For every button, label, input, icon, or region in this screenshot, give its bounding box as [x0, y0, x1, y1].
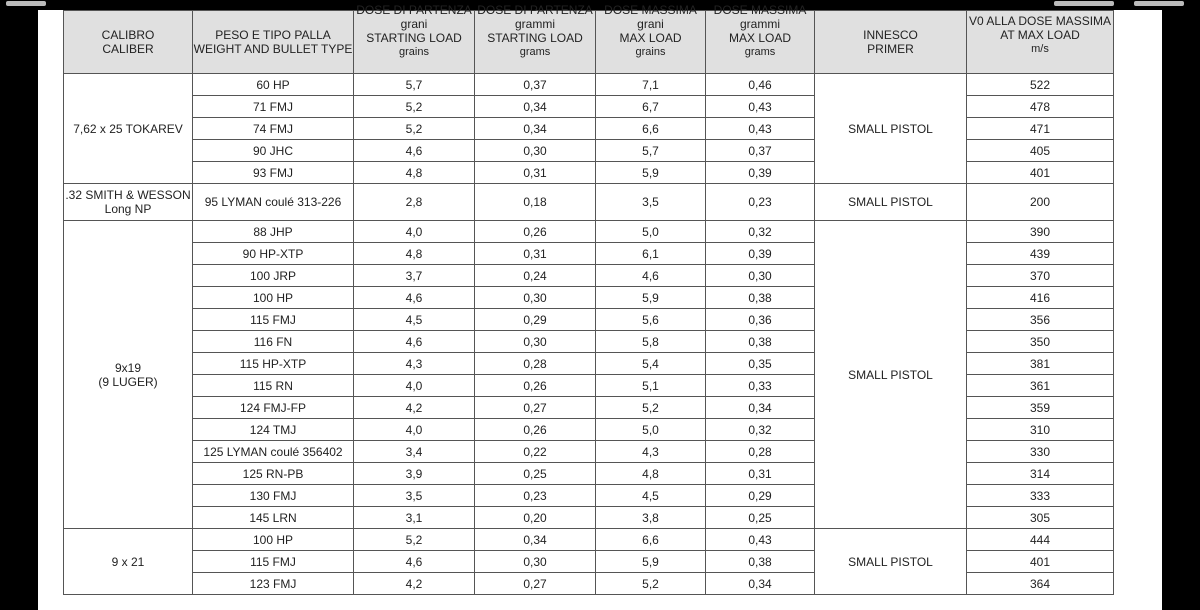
start-grams-cell: 0,24 — [475, 265, 596, 287]
header-start-grams — [475, 3, 596, 74]
table-row — [64, 221, 1114, 243]
velocity-cell: 370 — [967, 265, 1114, 287]
max-grams-cell: 0,30 — [706, 265, 815, 287]
start-grains-cell: 5,2 — [354, 118, 475, 140]
start-grains-cell: 4,8 — [354, 243, 475, 265]
velocity-cell: 522 — [967, 74, 1114, 96]
status-clock-glyph — [6, 1, 46, 6]
start-grams-cell: 0,31 — [475, 162, 596, 184]
caliber-cell — [64, 221, 193, 529]
max-grams-cell: 0,23 — [706, 184, 815, 221]
start-grams-cell: 0,34 — [475, 529, 596, 551]
velocity-cell: 200 — [967, 184, 1114, 221]
max-grams-cell: 0,39 — [706, 162, 815, 184]
table-row — [64, 74, 1114, 96]
header-line: grammi — [514, 17, 555, 31]
bullet-cell: 115 FMJ — [193, 551, 354, 573]
status-bar-left — [6, 0, 66, 8]
max-grams-cell: 0,34 — [706, 573, 815, 595]
header-start-grains — [354, 3, 475, 74]
header-line: grams — [744, 46, 776, 58]
bullet-cell: 124 TMJ — [193, 419, 354, 441]
start-grains-cell: 5,7 — [354, 74, 475, 96]
max-grains-cell: 5,6 — [596, 309, 706, 331]
start-grams-cell: 0,34 — [475, 96, 596, 118]
start-grains-cell: 5,2 — [354, 529, 475, 551]
max-grains-cell: 5,9 — [596, 551, 706, 573]
start-grams-cell: 0,29 — [475, 309, 596, 331]
start-grams-cell: 0,23 — [475, 485, 596, 507]
bullet-cell: 88 JHP — [193, 221, 354, 243]
max-grams-cell: 0,37 — [706, 140, 815, 162]
max-grains-cell: 6,6 — [596, 118, 706, 140]
bullet-cell: 125 RN-PB — [193, 463, 354, 485]
bullet-cell: 95 LYMAN coulé 313-226 — [193, 184, 354, 221]
header-bullet — [193, 11, 354, 74]
velocity-cell: 356 — [967, 309, 1114, 331]
caliber-label: (9 LUGER) — [98, 374, 158, 389]
max-grains-cell: 4,8 — [596, 463, 706, 485]
caliber-cell — [64, 74, 193, 184]
header-line: DOSE DI PARTENZA — [477, 3, 593, 17]
caliber-cell — [64, 529, 193, 595]
velocity-cell: 350 — [967, 331, 1114, 353]
bullet-cell: 93 FMJ — [193, 162, 354, 184]
bullet-cell: 74 FMJ — [193, 118, 354, 140]
max-grams-cell: 0,35 — [706, 353, 815, 375]
max-grams-cell: 0,32 — [706, 221, 815, 243]
header-primer-line: PRIMER — [867, 42, 914, 56]
start-grains-cell: 2,8 — [354, 184, 475, 221]
bullet-cell: 123 FMJ — [193, 573, 354, 595]
status-signal-glyph — [1054, 1, 1114, 6]
start-grams-cell: 0,26 — [475, 221, 596, 243]
header-line: grani — [637, 17, 664, 31]
start-grains-cell: 4,5 — [354, 309, 475, 331]
status-bar-right — [1044, 0, 1194, 8]
max-grams-cell: 0,43 — [706, 96, 815, 118]
start-grains-cell: 4,0 — [354, 375, 475, 397]
start-grams-cell: 0,18 — [475, 184, 596, 221]
start-grains-cell: 4,2 — [354, 397, 475, 419]
start-grams-cell: 0,31 — [475, 243, 596, 265]
max-grains-cell: 5,0 — [596, 221, 706, 243]
table-header-row — [64, 11, 1114, 74]
velocity-cell: 401 — [967, 162, 1114, 184]
table-row — [64, 184, 1114, 221]
max-grains-cell: 3,5 — [596, 184, 706, 221]
max-grains-cell: 6,7 — [596, 96, 706, 118]
start-grams-cell: 0,30 — [475, 287, 596, 309]
bullet-cell: 145 LRN — [193, 507, 354, 529]
velocity-cell: 330 — [967, 441, 1114, 463]
start-grams-cell: 0,30 — [475, 331, 596, 353]
header-velocity-line: m/s — [1031, 43, 1049, 55]
max-grains-cell: 5,4 — [596, 353, 706, 375]
max-grams-cell: 0,38 — [706, 287, 815, 309]
max-grams-cell: 0,32 — [706, 419, 815, 441]
primer-cell: SMALL PISTOL — [815, 529, 967, 595]
start-grains-cell: 3,5 — [354, 485, 475, 507]
header-line: grani — [400, 17, 428, 31]
max-grains-cell: 5,2 — [596, 573, 706, 595]
header-caliber-line: CALIBER — [102, 42, 154, 56]
reloading-data-table — [63, 3, 1114, 595]
start-grams-cell: 0,34 — [475, 118, 596, 140]
header-line: DOSE MASSIMA — [713, 3, 807, 17]
start-grams-cell: 0,26 — [475, 419, 596, 441]
start-grains-cell: 5,2 — [354, 96, 475, 118]
primer-cell: SMALL PISTOL — [815, 184, 967, 221]
caliber-label: 7,62 x 25 TOKAREV — [73, 121, 183, 136]
max-grams-cell: 0,38 — [706, 551, 815, 573]
bullet-cell: 130 FMJ — [193, 485, 354, 507]
max-grains-cell: 3,8 — [596, 507, 706, 529]
velocity-cell: 305 — [967, 507, 1114, 529]
max-grams-cell: 0,36 — [706, 309, 815, 331]
start-grains-cell: 3,1 — [354, 507, 475, 529]
max-grams-cell: 0,29 — [706, 485, 815, 507]
header-caliber-line: CALIBRO — [101, 28, 155, 42]
bullet-cell: 100 JRP — [193, 265, 354, 287]
start-grains-cell: 3,4 — [354, 441, 475, 463]
bullet-cell: 125 LYMAN coulé 356402 — [193, 441, 354, 463]
start-grams-cell: 0,37 — [475, 74, 596, 96]
max-grams-cell: 0,43 — [706, 118, 815, 140]
max-grams-cell: 0,31 — [706, 463, 815, 485]
max-grams-cell: 0,38 — [706, 331, 815, 353]
max-grains-cell: 4,6 — [596, 265, 706, 287]
velocity-cell: 333 — [967, 485, 1114, 507]
velocity-cell: 310 — [967, 419, 1114, 441]
bullet-cell: 116 FN — [193, 331, 354, 353]
max-grains-cell: 6,6 — [596, 529, 706, 551]
max-grams-cell: 0,34 — [706, 397, 815, 419]
max-grams-cell: 0,28 — [706, 441, 815, 463]
header-velocity-line: V0 ALLA DOSE MASSIMA — [968, 14, 1112, 28]
max-grams-cell: 0,33 — [706, 375, 815, 397]
start-grams-cell: 0,25 — [475, 463, 596, 485]
caliber-cell — [64, 184, 193, 221]
max-grains-cell: 5,7 — [596, 140, 706, 162]
start-grains-cell: 4,6 — [354, 287, 475, 309]
header-line: grains — [635, 46, 666, 58]
header-bullet-line: WEIGHT AND BULLET TYPE — [193, 42, 353, 56]
max-grains-cell: 5,9 — [596, 162, 706, 184]
max-grams-cell: 0,25 — [706, 507, 815, 529]
caliber-label: Long NP — [104, 202, 152, 216]
header-primer — [815, 11, 967, 74]
bullet-cell: 100 HP — [193, 529, 354, 551]
start-grams-cell: 0,22 — [475, 441, 596, 463]
velocity-cell: 314 — [967, 463, 1114, 485]
caliber-label: .32 SMITH & WESSON — [65, 188, 191, 202]
bullet-cell: 115 RN — [193, 375, 354, 397]
start-grains-cell: 4,6 — [354, 140, 475, 162]
max-grains-cell: 5,1 — [596, 375, 706, 397]
status-battery-glyph — [1134, 1, 1184, 6]
max-grains-cell: 7,1 — [596, 74, 706, 96]
start-grains-cell: 4,8 — [354, 162, 475, 184]
start-grams-cell: 0,26 — [475, 375, 596, 397]
header-line: DOSE MASSIMA — [604, 3, 697, 17]
start-grains-cell: 4,6 — [354, 331, 475, 353]
max-grains-cell: 4,3 — [596, 441, 706, 463]
table-row — [64, 529, 1114, 551]
header-line: STARTING LOAD — [487, 31, 583, 45]
velocity-cell: 381 — [967, 353, 1114, 375]
max-grams-cell: 0,46 — [706, 74, 815, 96]
velocity-cell: 471 — [967, 118, 1114, 140]
velocity-cell: 401 — [967, 551, 1114, 573]
header-line: DOSE DI PARTENZA — [356, 3, 472, 17]
start-grains-cell: 3,7 — [354, 265, 475, 287]
header-velocity — [967, 11, 1114, 74]
max-grains-cell: 5,8 — [596, 331, 706, 353]
header-line: STARTING LOAD — [366, 31, 462, 45]
start-grains-cell: 3,9 — [354, 463, 475, 485]
bullet-cell: 124 FMJ-FP — [193, 397, 354, 419]
max-grains-cell: 4,5 — [596, 485, 706, 507]
header-max-grams — [706, 3, 815, 74]
bullet-cell: 90 JHC — [193, 140, 354, 162]
max-grains-cell: 5,2 — [596, 397, 706, 419]
bullet-cell: 71 FMJ — [193, 96, 354, 118]
bullet-cell: 60 HP — [193, 74, 354, 96]
max-grams-cell: 0,39 — [706, 243, 815, 265]
header-bullet-line: PESO E TIPO PALLA — [215, 28, 331, 42]
velocity-cell: 390 — [967, 221, 1114, 243]
document-page — [38, 3, 1162, 610]
start-grams-cell: 0,30 — [475, 140, 596, 162]
bullet-cell: 115 FMJ — [193, 309, 354, 331]
velocity-cell: 416 — [967, 287, 1114, 309]
primer-cell: SMALL PISTOL — [815, 221, 967, 529]
start-grains-cell: 4,3 — [354, 353, 475, 375]
velocity-cell: 439 — [967, 243, 1114, 265]
bullet-cell: 90 HP-XTP — [193, 243, 354, 265]
bullet-cell: 115 HP-XTP — [193, 353, 354, 375]
header-line: MAX LOAD — [619, 31, 682, 45]
caliber-label: 9x19 — [114, 360, 142, 375]
velocity-cell: 359 — [967, 397, 1114, 419]
velocity-cell: 444 — [967, 529, 1114, 551]
velocity-cell: 361 — [967, 375, 1114, 397]
start-grams-cell: 0,27 — [475, 573, 596, 595]
header-line: MAX LOAD — [728, 31, 791, 45]
header-line: grains — [399, 46, 429, 58]
velocity-cell: 405 — [967, 140, 1114, 162]
header-line: grams — [519, 46, 551, 58]
primer-cell: SMALL PISTOL — [815, 74, 967, 184]
header-caliber — [64, 11, 193, 74]
header-primer-line: INNESCO — [863, 28, 918, 42]
start-grams-cell: 0,20 — [475, 507, 596, 529]
caliber-label: 9 x 21 — [111, 554, 145, 569]
max-grains-cell: 6,1 — [596, 243, 706, 265]
velocity-cell: 478 — [967, 96, 1114, 118]
start-grains-cell: 4,0 — [354, 419, 475, 441]
max-grains-cell: 5,0 — [596, 419, 706, 441]
start-grams-cell: 0,27 — [475, 397, 596, 419]
start-grains-cell: 4,6 — [354, 551, 475, 573]
start-grams-cell: 0,30 — [475, 551, 596, 573]
header-line: grammi — [739, 17, 780, 31]
header-velocity-line: AT MAX LOAD — [1000, 28, 1080, 42]
start-grains-cell: 4,0 — [354, 221, 475, 243]
bullet-cell: 100 HP — [193, 287, 354, 309]
max-grains-cell: 5,9 — [596, 287, 706, 309]
start-grains-cell: 4,2 — [354, 573, 475, 595]
start-grams-cell: 0,28 — [475, 353, 596, 375]
max-grams-cell: 0,43 — [706, 529, 815, 551]
velocity-cell: 364 — [967, 573, 1114, 595]
header-max-grains — [596, 3, 706, 74]
